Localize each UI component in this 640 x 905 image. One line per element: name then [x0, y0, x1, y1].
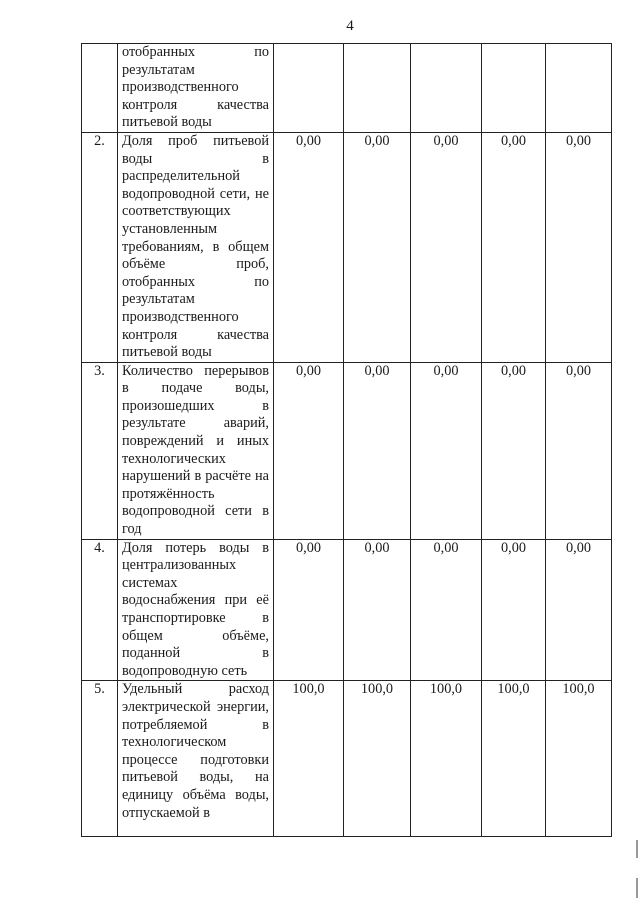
value-cell: 0,00 — [411, 539, 482, 681]
value-cell: 0,00 — [482, 362, 546, 539]
value-cell: 0,00 — [411, 362, 482, 539]
row-description: Количество перерывов в подаче воды, произошедших в результате аварий, повреждений и иных технологических нарушений в расчёте на протяжённость водопроводной сети в год — [118, 362, 274, 539]
value-cell: 0,00 — [274, 132, 344, 362]
value-cell — [274, 44, 344, 133]
page-number: 4 — [346, 18, 354, 34]
row-number: 3. — [82, 362, 118, 539]
table-row — [82, 362, 612, 539]
row-description: Доля проб питьевой воды в распределительной водопроводной сети, не соответствующих установленным требованиям, в общем объёме проб, отобранных по результатам производственного контроля качества питьевой воды — [118, 132, 274, 362]
scan-edge-mark — [636, 840, 638, 858]
value-cell: 0,00 — [482, 132, 546, 362]
value-cell: 0,00 — [546, 539, 612, 681]
value-cell: 100,0 — [344, 681, 411, 837]
value-cell: 100,0 — [274, 681, 344, 837]
value-cell: 0,00 — [344, 132, 411, 362]
value-cell: 100,0 — [411, 681, 482, 837]
table-row — [82, 681, 612, 837]
value-cell: 0,00 — [546, 362, 612, 539]
value-cell: 0,00 — [274, 539, 344, 681]
value-cell: 0,00 — [344, 362, 411, 539]
row-description: Удельный расход электрической энергии, потребляемой в технологическом процессе подготовки питьевой воды, на единицу объёма воды, отпускаемой в — [118, 681, 274, 837]
value-cell: 0,00 — [274, 362, 344, 539]
scan-edge-mark — [636, 878, 638, 898]
value-cell — [482, 44, 546, 133]
row-number-cell — [82, 44, 118, 133]
value-cell — [411, 44, 482, 133]
row-description: Доля потерь воды в централизованных системах водоснабжения при её транспортировке в общем объёме, поданной в водопроводную сеть — [118, 539, 274, 681]
value-cell: 0,00 — [546, 132, 612, 362]
value-cell: 0,00 — [344, 539, 411, 681]
row-number: 4. — [82, 539, 118, 681]
table-row — [82, 539, 612, 681]
table-row — [82, 132, 612, 362]
table-row-continued — [82, 44, 612, 133]
row-number: 5. — [82, 681, 118, 837]
row-description: отобранных по результатам производственного контроля качества питьевой воды — [118, 44, 274, 133]
value-cell: 100,0 — [546, 681, 612, 837]
row-number: 2. — [82, 132, 118, 362]
value-cell — [546, 44, 612, 133]
value-cell: 0,00 — [482, 539, 546, 681]
indicators-table — [81, 43, 612, 837]
value-cell: 0,00 — [411, 132, 482, 362]
value-cell: 100,0 — [482, 681, 546, 837]
value-cell — [344, 44, 411, 133]
